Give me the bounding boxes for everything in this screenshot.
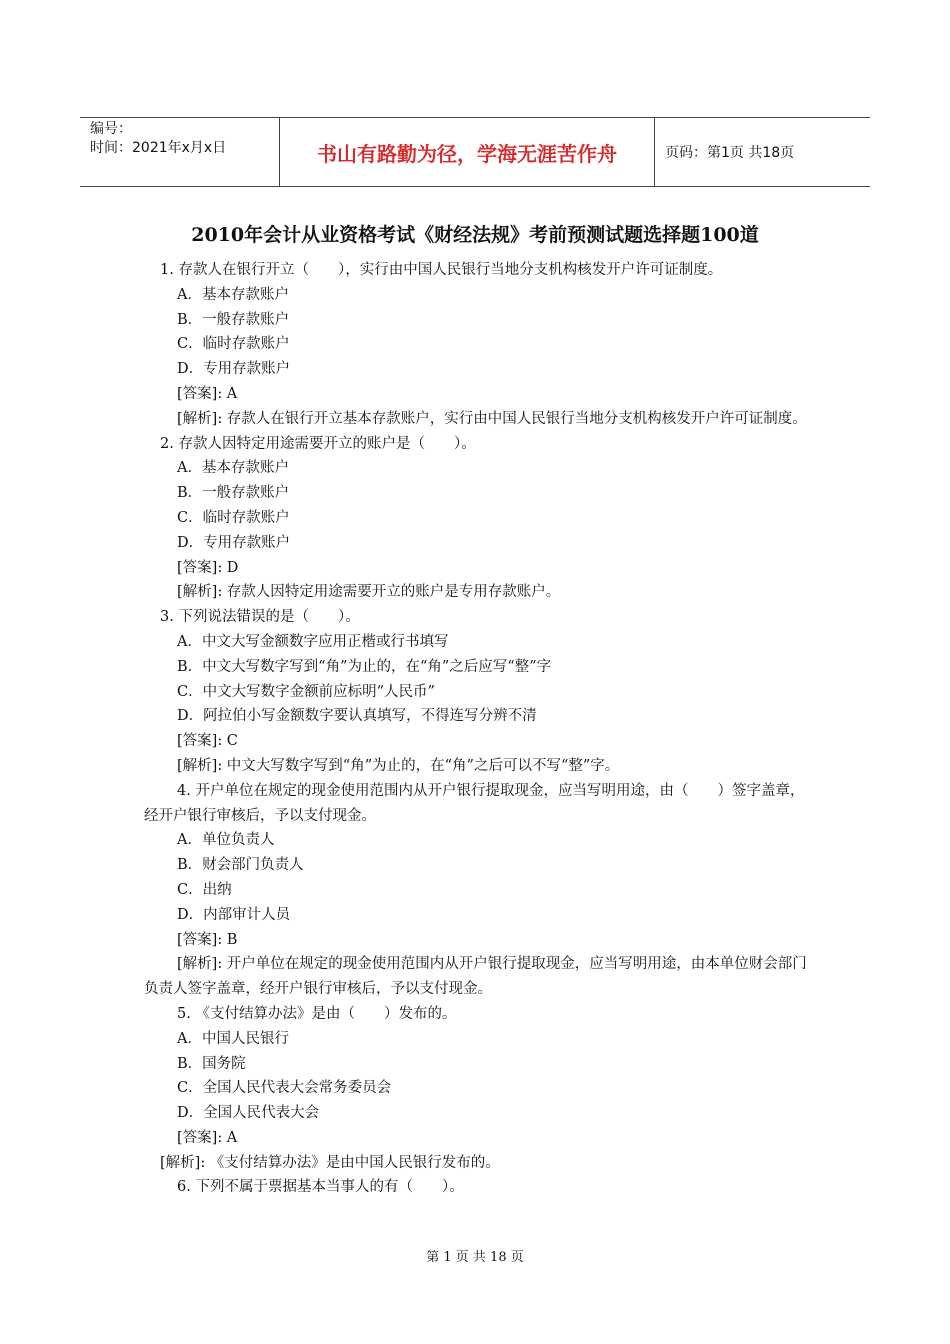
page-footer: 第 1 页 共 18 页 xyxy=(426,1250,524,1265)
text-line: B．中文大写数字写到“角”为止的，在“角”之后应写“整”字 xyxy=(177,658,552,675)
text-line: C．全国人民代表大会常务委员会 xyxy=(177,1080,392,1097)
text-line: A．基本存款账户 xyxy=(177,460,289,477)
text-line: C．出纳 xyxy=(177,881,232,898)
text-line: [解析]: 《支付结算办法》是由中国人民银行发布的。 xyxy=(160,1154,500,1171)
text-line: B．一般存款账户 xyxy=(177,485,290,502)
text-line: D．内部审计人员 xyxy=(177,906,291,923)
document-title: 2010年会计从业资格考试《财经法规》考前预测试题选择题100道 xyxy=(191,224,759,246)
text-line: 4. 开户单位在规定的现金使用范围内从开户银行提取现金，应当写明用途，由（ ）签字盖章，经开户银行审核后，予以支付现金。 xyxy=(144,782,805,824)
text-line: 2. 存款人因特定用途需要开立的账户是（ ）。 xyxy=(160,435,476,452)
text-line: A．单位负责人 xyxy=(177,832,275,849)
document-time-label: 时间：2021年x月x日 xyxy=(90,140,227,156)
header-page-info: 页码：第1页 共18页 xyxy=(665,145,795,161)
text-line: A．中国人民银行 xyxy=(177,1030,289,1047)
text-line: D．阿拉伯小写金额数字要认真填写，不得连写分辨不清 xyxy=(177,708,537,725)
text-line: A．基本存款账户 xyxy=(177,286,289,303)
header-motto: 书山有路勤为径，学海无涯苦作舟 xyxy=(280,118,655,186)
text-line: [答案]: A xyxy=(177,1129,238,1146)
text-line: D．专用存款账户 xyxy=(177,361,291,378)
text-line: A．中文大写金额数字应用正楷或行书填写 xyxy=(177,633,449,650)
text-line: 5. 《支付结算办法》是由（ ）发布的。 xyxy=(177,1005,457,1022)
text-line: C．临时存款账户 xyxy=(177,336,290,353)
header-meta xyxy=(80,118,280,186)
document-number-label: 编号： xyxy=(90,121,132,137)
text-line: [答案]: A xyxy=(177,385,238,402)
text-line: [解析]: 中文大写数字写到“角”为止的，在“角”之后可以不写“整”字。 xyxy=(177,757,620,774)
text-line: [解析]: 存款人在银行开立基本存款账户，实行由中国人民银行当地分支机构核发开户许可证制度。 xyxy=(177,410,807,427)
text-line: C．中文大写数字金额前应标明“人民币” xyxy=(177,683,435,700)
text-line: B．一般存款账户 xyxy=(177,311,290,328)
text-line: C．临时存款账户 xyxy=(177,509,290,526)
text-line: [答案]: C xyxy=(177,733,238,750)
text-line: 1. 存款人在银行开立（ ），实行由中国人民银行当地分支机构核发开户许可证制度。 xyxy=(160,262,723,278)
text-line: 3. 下列说法错误的是（ ）。 xyxy=(160,609,360,626)
text-line: D．全国人民代表大会 xyxy=(177,1105,320,1122)
header-table xyxy=(80,117,870,187)
question-list xyxy=(144,258,808,1200)
text-line: [答案]: D xyxy=(177,559,239,576)
text-line: B．财会部门负责人 xyxy=(177,857,304,874)
text-line: 6. 下列不属于票据基本当事人的有（ ）。 xyxy=(177,1179,464,1196)
text-line: D．专用存款账户 xyxy=(177,534,291,551)
text-line: [解析]: 存款人因特定用途需要开立的账户是专用存款账户。 xyxy=(177,584,561,601)
text-line: [解析]: 开户单位在规定的现金使用范围内从开户银行提取现金，应当写明用途，由本单位财会部门负责人签字盖章，经开户银行审核后，予以支付现金。 xyxy=(144,956,807,998)
text-line: B．国务院 xyxy=(177,1055,246,1072)
text-line: [答案]: B xyxy=(177,931,238,948)
